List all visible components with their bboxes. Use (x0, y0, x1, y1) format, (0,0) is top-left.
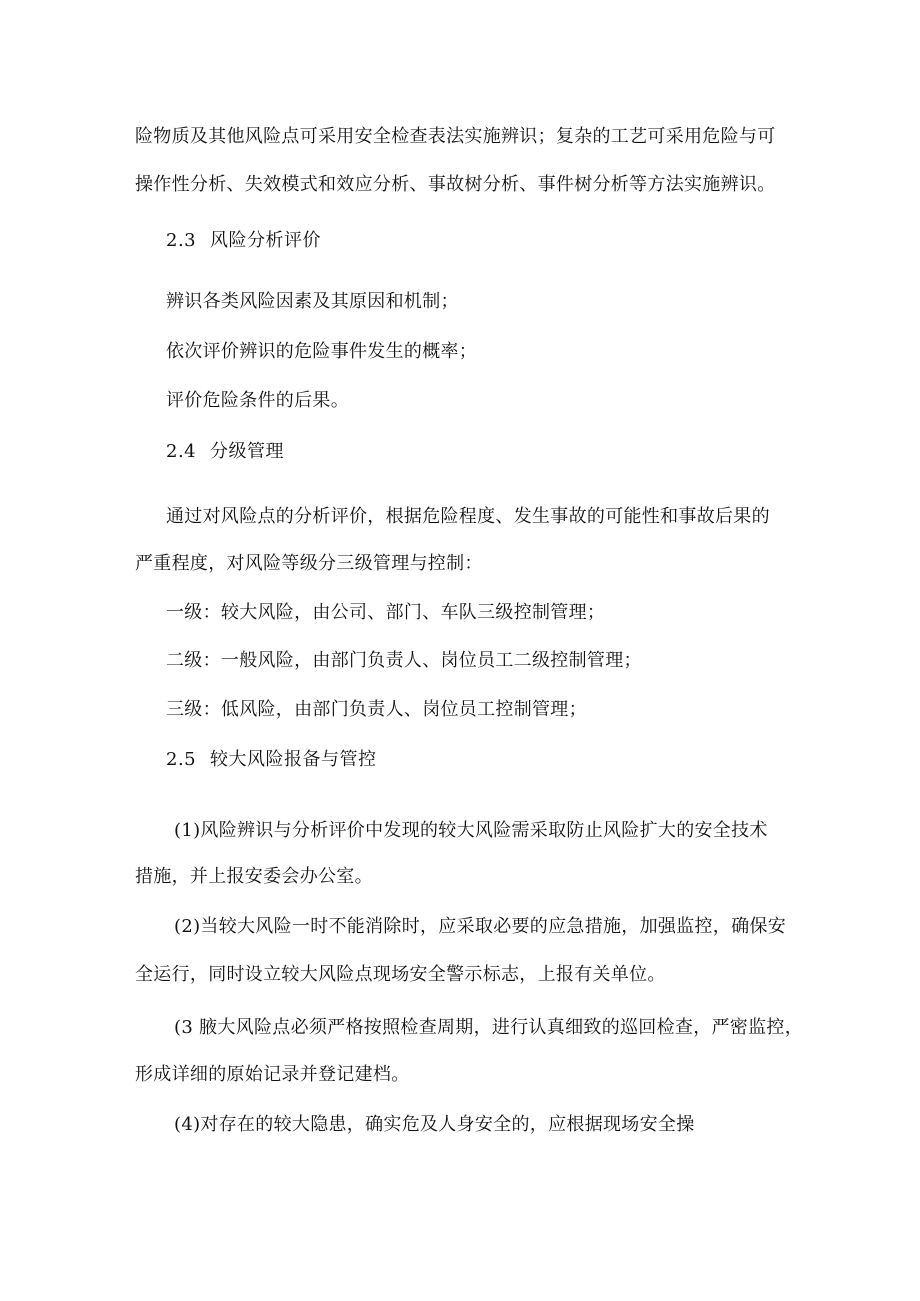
risk-level-2: 二级：一般风险，由部门负责人、岗位员工二级控制管理； (166, 650, 642, 671)
risk-level-3: 三级：低风险，由部门负责人、岗位员工控制管理； (166, 699, 587, 720)
section-number: 2.4 (166, 441, 197, 462)
control-measure-2-line-2: 全运行，同时设立较大风险点现场安全警示标志，上报有关单位。 (135, 964, 666, 985)
control-measure-3-line-1: (3 腋大风险点必须严格按照检查周期，进行认真细致的巡回检查，严密监控， (174, 1017, 803, 1038)
control-measure-4-line-1: (4)对存在的较大隐患，确实危及人身安全的，应根据现场安全操 (174, 1114, 695, 1135)
section-number: 2.3 (166, 230, 197, 251)
risk-level-1: 一级：较大风险，由公司、部门、车队三级控制管理； (166, 602, 606, 623)
risk-analysis-item-3: 评价危险条件的后果。 (166, 390, 349, 411)
control-measure-1-line-2: 措施，并上报安委会办公室。 (135, 866, 373, 887)
section-title: 较大风险报备与管控 (210, 749, 377, 770)
section-title: 分级管理 (210, 441, 284, 462)
section-title: 风险分析评价 (210, 230, 321, 251)
section-2-5-heading (166, 747, 377, 773)
classification-para-line-2: 严重程度，对风险等级分三级管理与控制： (135, 553, 483, 574)
intro-line-1: 险物质及其他风险点可采用安全检查表法实施辨识；复杂的工艺可采用危险与可 (135, 126, 776, 147)
control-measure-3-line-2: 形成详细的原始记录并登记建档。 (135, 1064, 410, 1085)
section-2-3-heading (166, 228, 321, 254)
section-number: 2.5 (166, 749, 197, 770)
control-measure-1-line-1: (1)风险辨识与分析评价中发现的较大风险需采取防止风险扩大的安全技术 (174, 820, 768, 841)
classification-para-line-1: 通过对风险点的分析评价，根据危险程度、发生事故的可能性和事故后果的 (166, 506, 770, 527)
risk-analysis-item-2: 依次评价辨识的危险事件发生的概率； (166, 341, 478, 362)
intro-line-2: 操作性分析、失效模式和效应分析、事故树分析、事件树分析等方法实施辨识。 (135, 174, 776, 195)
control-measure-2-line-1: (2)当较大风险一时不能消除时，应采取必要的应急措施，加强监控，确保安 (174, 916, 786, 937)
section-2-4-heading (166, 439, 284, 465)
risk-analysis-item-1: 辨识各类风险因素及其原因和机制； (166, 291, 459, 312)
